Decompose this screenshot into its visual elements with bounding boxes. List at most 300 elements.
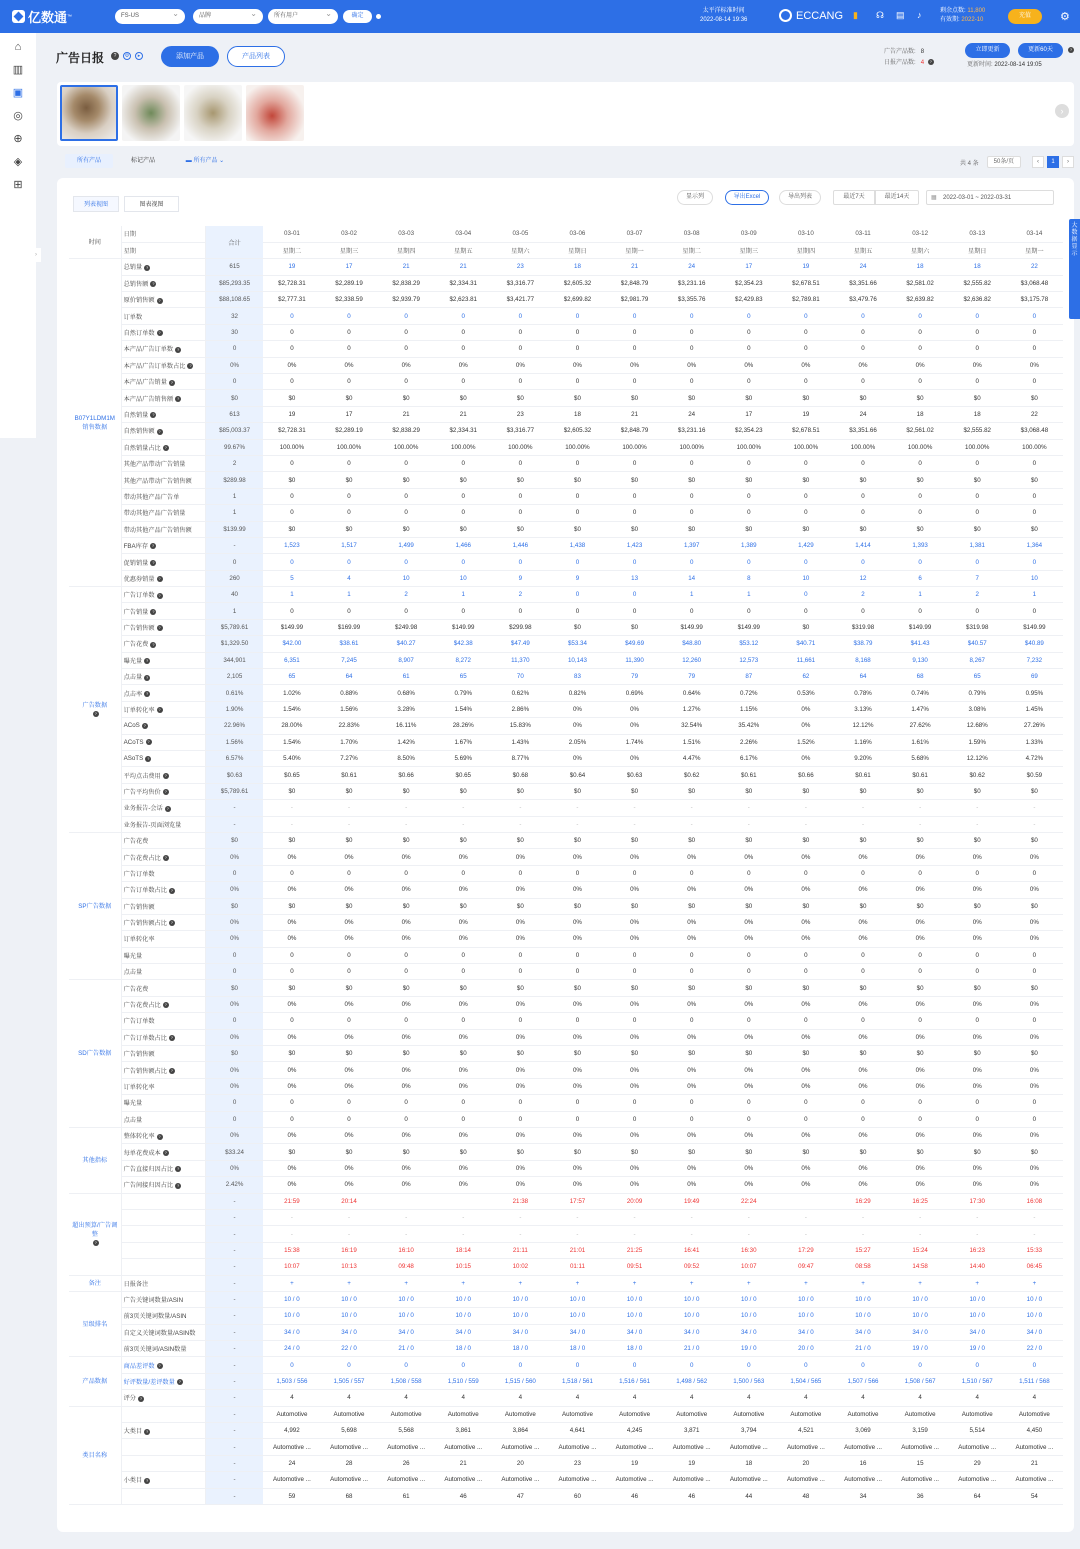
bell-icon[interactable]: ♪ (917, 10, 922, 20)
table-cell[interactable]: 0 (492, 554, 549, 570)
ai-icon[interactable]: ◎ (13, 110, 23, 122)
table-cell[interactable]: 65 (435, 669, 492, 685)
table-cell[interactable]: 0 (549, 1357, 606, 1373)
table-cell[interactable]: 1 (892, 587, 949, 603)
help-icon[interactable]: ? (166, 805, 169, 811)
table-cell[interactable]: 1,508 / 567 (892, 1373, 949, 1389)
help-icon[interactable]: ? (147, 739, 150, 745)
table-cell[interactable]: 21:01 (549, 1242, 606, 1258)
table-cell[interactable]: 9 (549, 570, 606, 586)
table-cell[interactable]: 10,143 (549, 652, 606, 668)
table-cell[interactable]: 18:14 (435, 1242, 492, 1258)
help-icon[interactable]: ? (176, 395, 180, 401)
table-cell[interactable]: 17:30 (949, 1193, 1006, 1209)
table-cell[interactable]: 1,393 (892, 537, 949, 553)
table-cell[interactable]: $40.89 (1006, 636, 1063, 652)
table-cell[interactable]: + (663, 1275, 720, 1291)
help-icon[interactable]: ? (189, 363, 192, 369)
table-cell[interactable]: 0 (606, 1357, 663, 1373)
table-cell[interactable]: 34 / 0 (949, 1324, 1006, 1340)
table-cell[interactable]: 13 (606, 570, 663, 586)
tab-chart-view[interactable]: 图表视图 (124, 196, 179, 212)
table-cell[interactable]: 1,516 / 561 (606, 1373, 663, 1389)
table-cell[interactable]: 10 / 0 (892, 1308, 949, 1324)
table-cell[interactable]: 15:33 (1006, 1242, 1063, 1258)
table-cell[interactable]: 1,504 / 565 (777, 1373, 834, 1389)
table-cell[interactable]: 24 (663, 259, 720, 275)
table-cell[interactable]: 1,498 / 562 (663, 1373, 720, 1389)
table-cell[interactable]: 10 / 0 (263, 1291, 320, 1307)
table-cell[interactable]: $49.69 (606, 636, 663, 652)
refresh-now-button[interactable]: 立即更新 (965, 43, 1010, 58)
help-icon[interactable]: ? (146, 1477, 149, 1483)
table-cell[interactable]: 1,381 (949, 537, 1006, 553)
help-icon[interactable]: ? (164, 1149, 167, 1155)
table-cell[interactable]: 0 (1006, 1357, 1063, 1373)
table-cell[interactable]: 1 (435, 587, 492, 603)
table-cell[interactable]: 34 / 0 (435, 1324, 492, 1340)
help-icon[interactable]: ? (170, 1067, 174, 1073)
table-cell[interactable]: 14 (663, 570, 720, 586)
table-cell[interactable]: $47.49 (492, 636, 549, 652)
table-cell[interactable]: $40.71 (777, 636, 834, 652)
table-cell[interactable]: 1 (320, 587, 377, 603)
big-data-side-tab[interactable]: 大数据显示 (1069, 219, 1080, 319)
table-cell[interactable]: 7 (949, 570, 1006, 586)
table-cell[interactable]: 24 (834, 259, 891, 275)
help-icon[interactable]: ? (176, 1182, 180, 1188)
table-cell[interactable]: 1 (1006, 587, 1063, 603)
table-cell[interactable]: 0 (263, 554, 320, 570)
store-select[interactable]: 品牌 ⌄ (193, 9, 263, 24)
table-cell[interactable]: + (606, 1275, 663, 1291)
table-cell[interactable]: 1,510 / 559 (435, 1373, 492, 1389)
table-cell[interactable]: 0 (263, 1357, 320, 1373)
table-cell[interactable]: 10 / 0 (378, 1308, 435, 1324)
table-cell[interactable]: 0 (435, 308, 492, 324)
help-icon[interactable]: ? (151, 543, 155, 549)
table-cell[interactable]: 34 / 0 (606, 1324, 663, 1340)
help-icon[interactable]: ? (146, 690, 149, 696)
table-cell[interactable]: $48.80 (663, 636, 720, 652)
query-button[interactable]: 确定 (343, 10, 372, 23)
table-cell[interactable]: 24 / 0 (263, 1341, 320, 1357)
table-cell[interactable]: 2 (949, 587, 1006, 603)
table-cell[interactable]: 19 (263, 259, 320, 275)
sidebar-collapse-icon[interactable]: › (35, 248, 41, 262)
table-cell[interactable]: 10 / 0 (663, 1308, 720, 1324)
date-range-picker[interactable]: ▦ 2022-03-01 ~ 2022-03-31 (926, 190, 1054, 205)
table-cell[interactable]: 18 (892, 259, 949, 275)
table-cell[interactable]: 61 (378, 669, 435, 685)
help-icon[interactable]: ? (146, 658, 149, 664)
table-cell[interactable]: 21 (606, 259, 663, 275)
table-cell[interactable]: 0 (320, 308, 377, 324)
table-cell[interactable]: 0 (834, 308, 891, 324)
user-select[interactable]: 所有用户 ⌄ (268, 9, 338, 24)
table-cell[interactable]: 65 (949, 669, 1006, 685)
table-cell[interactable]: 8,272 (435, 652, 492, 668)
table-cell[interactable]: 34 / 0 (1006, 1324, 1063, 1340)
brand-logo[interactable] (12, 7, 72, 26)
table-cell[interactable]: 16:29 (834, 1193, 891, 1209)
table-cell[interactable] (435, 1193, 492, 1209)
chart-icon[interactable]: ▥ (12, 64, 24, 76)
table-cell[interactable]: 34 / 0 (263, 1324, 320, 1340)
table-cell[interactable]: 10 / 0 (549, 1308, 606, 1324)
table-cell[interactable]: 1,508 / 558 (378, 1373, 435, 1389)
table-cell[interactable]: 34 / 0 (834, 1324, 891, 1340)
table-cell[interactable]: 34 / 0 (777, 1324, 834, 1340)
table-cell[interactable]: $42.38 (435, 636, 492, 652)
table-cell[interactable]: 34 / 0 (720, 1324, 777, 1340)
help-icon[interactable]: ? (164, 1002, 167, 1008)
table-cell[interactable]: 16:30 (720, 1242, 777, 1258)
hierarchy-icon[interactable]: ⊞ (13, 179, 23, 191)
table-cell[interactable]: 34 / 0 (492, 1324, 549, 1340)
table-cell[interactable]: 21:25 (606, 1242, 663, 1258)
table-cell[interactable]: 8,168 (834, 652, 891, 668)
table-cell[interactable]: 16:19 (320, 1242, 377, 1258)
table-cell[interactable]: 1,515 / 560 (492, 1373, 549, 1389)
table-cell[interactable]: 10 / 0 (1006, 1308, 1063, 1324)
table-cell[interactable]: 11,390 (606, 652, 663, 668)
help-icon[interactable]: ? (176, 1166, 180, 1172)
table-cell[interactable]: 64 (834, 669, 891, 685)
table-cell[interactable]: 0 (378, 554, 435, 570)
table-cell[interactable]: 21 / 0 (378, 1341, 435, 1357)
table-cell[interactable]: 19 (777, 259, 834, 275)
table-cell[interactable]: 11,661 (777, 652, 834, 668)
table-cell[interactable]: + (549, 1275, 606, 1291)
help-icon[interactable]: ? (170, 1035, 174, 1041)
table-cell[interactable]: 10 / 0 (1006, 1291, 1063, 1307)
table-cell[interactable]: + (720, 1275, 777, 1291)
table-cell[interactable]: 1,414 (834, 537, 891, 553)
table-cell[interactable]: 16:10 (378, 1242, 435, 1258)
table-cell[interactable]: 0 (777, 1357, 834, 1373)
product-thumbnail[interactable] (246, 85, 304, 141)
table-cell[interactable]: + (1006, 1275, 1063, 1291)
table-cell[interactable]: 22 (1006, 259, 1063, 275)
table-cell[interactable]: 2 (834, 587, 891, 603)
table-cell[interactable]: 7,245 (320, 652, 377, 668)
table-cell[interactable]: 23 (492, 259, 549, 275)
table-cell[interactable]: 17 (320, 259, 377, 275)
table-cell[interactable]: 10 / 0 (320, 1308, 377, 1324)
table-cell[interactable]: + (949, 1275, 1006, 1291)
table-cell[interactable]: 19 / 0 (892, 1341, 949, 1357)
table-cell[interactable]: 10 / 0 (606, 1291, 663, 1307)
table-cell[interactable] (378, 1193, 435, 1209)
table-cell[interactable]: 10 / 0 (606, 1308, 663, 1324)
table-cell[interactable]: 2 (378, 587, 435, 603)
table-cell[interactable]: 8,907 (378, 652, 435, 668)
table-cell[interactable]: 10:13 (320, 1259, 377, 1275)
table-cell[interactable]: + (492, 1275, 549, 1291)
settings-gear-icon[interactable]: ⚙ (1060, 11, 1070, 23)
help-icon[interactable]: ? (178, 1379, 181, 1385)
table-cell[interactable]: $42.00 (263, 636, 320, 652)
table-cell[interactable]: 6,351 (263, 652, 320, 668)
table-cell[interactable]: 1,429 (777, 537, 834, 553)
table-cell[interactable]: + (378, 1275, 435, 1291)
table-cell[interactable]: 64 (320, 669, 377, 685)
table-cell[interactable]: 0 (549, 554, 606, 570)
table-cell[interactable]: 1,389 (720, 537, 777, 553)
table-cell[interactable]: 21:11 (492, 1242, 549, 1258)
table-cell[interactable]: 0 (378, 308, 435, 324)
table-cell[interactable] (777, 1193, 834, 1209)
table-cell[interactable]: 18 (549, 259, 606, 275)
tab-list-view[interactable]: 列表视图 (73, 196, 119, 212)
help-icon[interactable]: ? (1069, 47, 1073, 52)
help-icon[interactable]: ? (94, 1239, 97, 1245)
table-cell[interactable]: 21:59 (263, 1193, 320, 1209)
tab-all-products[interactable]: 所有产品 (65, 154, 113, 168)
table-cell[interactable]: 22 / 0 (320, 1341, 377, 1357)
export-excel-button[interactable]: 导出Excel (725, 190, 769, 205)
help-icon[interactable]: ? (147, 755, 150, 761)
partner-logo[interactable] (779, 9, 843, 22)
help-icon[interactable]: ? (170, 920, 174, 926)
table-cell[interactable]: 10:07 (720, 1259, 777, 1275)
page-size-select[interactable]: 50条/页 (987, 156, 1021, 168)
help-icon[interactable]: ? (143, 722, 146, 728)
help-icon[interactable]: ? (164, 445, 167, 451)
table-cell[interactable]: 16:41 (663, 1242, 720, 1258)
table-cell[interactable]: 68 (892, 669, 949, 685)
table-cell[interactable]: 17:29 (777, 1242, 834, 1258)
table-cell[interactable]: 8 (720, 570, 777, 586)
table-cell[interactable]: 0 (777, 308, 834, 324)
table-cell[interactable]: 0 (720, 1357, 777, 1373)
table-cell[interactable]: 1,511 / 568 (1006, 1373, 1063, 1389)
table-cell[interactable]: 17:57 (549, 1193, 606, 1209)
page-number[interactable]: 1 (1047, 156, 1059, 168)
table-cell[interactable]: $38.79 (834, 636, 891, 652)
help-icon[interactable]: ? (146, 1428, 149, 1434)
table-cell[interactable]: 0 (435, 1357, 492, 1373)
table-cell[interactable]: 34 / 0 (892, 1324, 949, 1340)
table-cell[interactable]: 0 (892, 308, 949, 324)
help-icon[interactable]: ? (164, 772, 167, 778)
headset-icon[interactable]: ☊ (876, 10, 884, 20)
table-cell[interactable]: 0 (320, 554, 377, 570)
table-cell[interactable]: 6 (892, 570, 949, 586)
table-cell[interactable]: $53.12 (720, 636, 777, 652)
table-cell[interactable]: 16:23 (949, 1242, 1006, 1258)
help-icon[interactable]: ? (158, 297, 161, 303)
table-cell[interactable]: 1,466 (435, 537, 492, 553)
table-cell[interactable]: 0 (949, 554, 1006, 570)
help-icon[interactable]: ? (152, 559, 155, 565)
table-cell[interactable]: 01:11 (549, 1259, 606, 1275)
table-cell[interactable]: 16:08 (1006, 1193, 1063, 1209)
help-icon[interactable]: ? (158, 625, 161, 631)
help-icon[interactable]: ? (152, 641, 155, 647)
table-cell[interactable]: 10 / 0 (492, 1291, 549, 1307)
table-cell[interactable]: + (834, 1275, 891, 1291)
table-cell[interactable]: 11,370 (492, 652, 549, 668)
recharge-button[interactable]: 充值 (1008, 9, 1042, 24)
table-cell[interactable]: 15:38 (263, 1242, 320, 1258)
table-cell[interactable]: 79 (663, 669, 720, 685)
table-cell[interactable]: 0 (777, 554, 834, 570)
target-icon[interactable]: ⊕ (13, 133, 23, 145)
table-cell[interactable]: 10 / 0 (777, 1308, 834, 1324)
table-cell[interactable]: 5 (263, 570, 320, 586)
table-cell[interactable]: + (435, 1275, 492, 1291)
table-cell[interactable]: 87 (720, 669, 777, 685)
table-cell[interactable]: 10 / 0 (663, 1291, 720, 1307)
table-cell[interactable]: 10 / 0 (720, 1291, 777, 1307)
table-cell[interactable]: 10 / 0 (892, 1291, 949, 1307)
table-cell[interactable]: 0 (777, 587, 834, 603)
table-cell[interactable]: 0 (263, 308, 320, 324)
table-cell[interactable]: 1 (720, 587, 777, 603)
last-14-days-button[interactable]: 最近14天 (875, 190, 919, 205)
table-cell[interactable]: 19 / 0 (720, 1341, 777, 1357)
table-cell[interactable]: 69 (1006, 669, 1063, 685)
table-cell[interactable]: 14:40 (949, 1259, 1006, 1275)
table-cell[interactable]: 10 / 0 (949, 1308, 1006, 1324)
table-cell[interactable]: 65 (263, 669, 320, 685)
folder-select[interactable] (175, 154, 235, 168)
table-cell[interactable]: 15:27 (834, 1242, 891, 1258)
table-cell[interactable]: 21 / 0 (834, 1341, 891, 1357)
table-cell[interactable]: 1,507 / 566 (834, 1373, 891, 1389)
help-icon[interactable]: ? (158, 1133, 161, 1139)
product-thumbnail[interactable] (184, 85, 242, 141)
table-cell[interactable]: 1,499 (378, 537, 435, 553)
table-cell[interactable]: + (263, 1275, 320, 1291)
table-cell[interactable]: 0 (320, 1357, 377, 1373)
export-list-button[interactable]: 导出列表 (779, 190, 821, 205)
table-cell[interactable]: 18 / 0 (549, 1341, 606, 1357)
table-cell[interactable]: 19:49 (663, 1193, 720, 1209)
table-cell[interactable]: 1,397 (663, 537, 720, 553)
table-cell[interactable]: 0 (892, 554, 949, 570)
table-cell[interactable]: 0 (435, 554, 492, 570)
table-cell[interactable]: 10 / 0 (435, 1291, 492, 1307)
table-cell[interactable]: 0 (492, 308, 549, 324)
table-cell[interactable]: 1,438 (549, 537, 606, 553)
table-cell[interactable]: 21 (435, 259, 492, 275)
table-cell[interactable]: $41.43 (892, 636, 949, 652)
home-icon[interactable]: ⌂ (14, 41, 22, 53)
prev-page-icon[interactable]: ‹ (1032, 156, 1044, 168)
table-cell[interactable]: 09:52 (663, 1259, 720, 1275)
table-cell[interactable]: 10 / 0 (777, 1291, 834, 1307)
table-cell[interactable]: 0 (663, 554, 720, 570)
ad-report-icon[interactable]: ▣ (12, 87, 24, 99)
table-cell[interactable]: 10 / 0 (435, 1308, 492, 1324)
help-icon[interactable]: ? (152, 609, 155, 615)
help-icon[interactable]: ? (152, 412, 155, 418)
table-cell[interactable]: 20:09 (606, 1193, 663, 1209)
table-cell[interactable]: 10 / 0 (378, 1291, 435, 1307)
help-icon[interactable]: ? (158, 707, 161, 713)
table-cell[interactable]: 16:25 (892, 1193, 949, 1209)
help-icon[interactable]: ? (164, 789, 167, 795)
table-cell[interactable]: 79 (606, 669, 663, 685)
show-columns-button[interactable]: 显示列 (677, 190, 713, 205)
product-list-button[interactable]: 产品列表 (227, 46, 285, 67)
next-page-icon[interactable]: › (1062, 156, 1074, 168)
table-cell[interactable]: 17 (720, 259, 777, 275)
table-cell[interactable]: 10:02 (492, 1259, 549, 1275)
table-cell[interactable]: 1,446 (492, 537, 549, 553)
help-icon[interactable]: ? (158, 592, 161, 598)
table-cell[interactable]: 0 (834, 1357, 891, 1373)
table-cell[interactable]: $40.57 (949, 636, 1006, 652)
table-cell[interactable]: 1,517 (320, 537, 377, 553)
table-cell[interactable]: 8,267 (949, 652, 1006, 668)
table-cell[interactable]: 70 (492, 669, 549, 685)
help-icon[interactable]: ? (146, 264, 149, 270)
table-cell[interactable]: 21:38 (492, 1193, 549, 1209)
shield-icon[interactable]: ◈ (13, 156, 23, 168)
table-cell[interactable]: 0 (606, 554, 663, 570)
table-cell[interactable]: 0 (892, 1357, 949, 1373)
table-cell[interactable]: 0 (834, 554, 891, 570)
help-icon[interactable]: ? (146, 674, 149, 680)
table-cell[interactable]: 18 / 0 (492, 1341, 549, 1357)
table-cell[interactable]: 0 (720, 308, 777, 324)
table-cell[interactable]: 09:51 (606, 1259, 663, 1275)
table-cell[interactable]: 10 (777, 570, 834, 586)
table-cell[interactable]: 0 (378, 1357, 435, 1373)
table-cell[interactable]: 22:24 (720, 1193, 777, 1209)
table-cell[interactable]: 10 (378, 570, 435, 586)
help-icon[interactable]: ? (94, 710, 97, 716)
table-cell[interactable]: 10 / 0 (949, 1291, 1006, 1307)
table-cell[interactable]: $40.27 (378, 636, 435, 652)
marketplace-select[interactable]: FS-US ⌄ (115, 9, 185, 24)
table-cell[interactable]: 1 (263, 587, 320, 603)
table-cell[interactable]: 1,510 / 567 (949, 1373, 1006, 1389)
table-cell[interactable]: 18 / 0 (606, 1341, 663, 1357)
table-cell[interactable]: 0 (663, 1357, 720, 1373)
table-cell[interactable]: 0 (949, 1357, 1006, 1373)
table-cell[interactable]: $53.34 (549, 636, 606, 652)
table-cell[interactable]: 14:58 (892, 1259, 949, 1275)
help-icon[interactable]: ? (152, 281, 155, 287)
table-cell[interactable]: 62 (777, 669, 834, 685)
table-cell[interactable]: 06:45 (1006, 1259, 1063, 1275)
tab-marked-products[interactable]: 标记产品 (130, 158, 155, 164)
table-cell[interactable]: 10 / 0 (549, 1291, 606, 1307)
table-cell[interactable]: 09:48 (378, 1259, 435, 1275)
table-cell[interactable]: 20:14 (320, 1193, 377, 1209)
table-cell[interactable]: 10 / 0 (834, 1308, 891, 1324)
table-cell[interactable]: 0 (492, 1357, 549, 1373)
table-cell[interactable]: 10 (435, 570, 492, 586)
table-cell[interactable]: 0 (1006, 308, 1063, 324)
refresh-60-days-button[interactable]: 更新60天 (1018, 43, 1063, 58)
table-cell[interactable]: 12,260 (663, 652, 720, 668)
table-cell[interactable]: 1,503 / 556 (263, 1373, 320, 1389)
table-cell[interactable]: 2 (492, 587, 549, 603)
table-cell[interactable]: + (892, 1275, 949, 1291)
table-cell[interactable]: 10 / 0 (720, 1308, 777, 1324)
help-icon[interactable]: ? (158, 1363, 161, 1368)
table-cell[interactable]: 0 (720, 554, 777, 570)
table-cell[interactable]: 1,505 / 557 (320, 1373, 377, 1389)
table-cell[interactable]: 10 / 0 (834, 1291, 891, 1307)
product-thumbnail[interactable] (60, 85, 118, 141)
